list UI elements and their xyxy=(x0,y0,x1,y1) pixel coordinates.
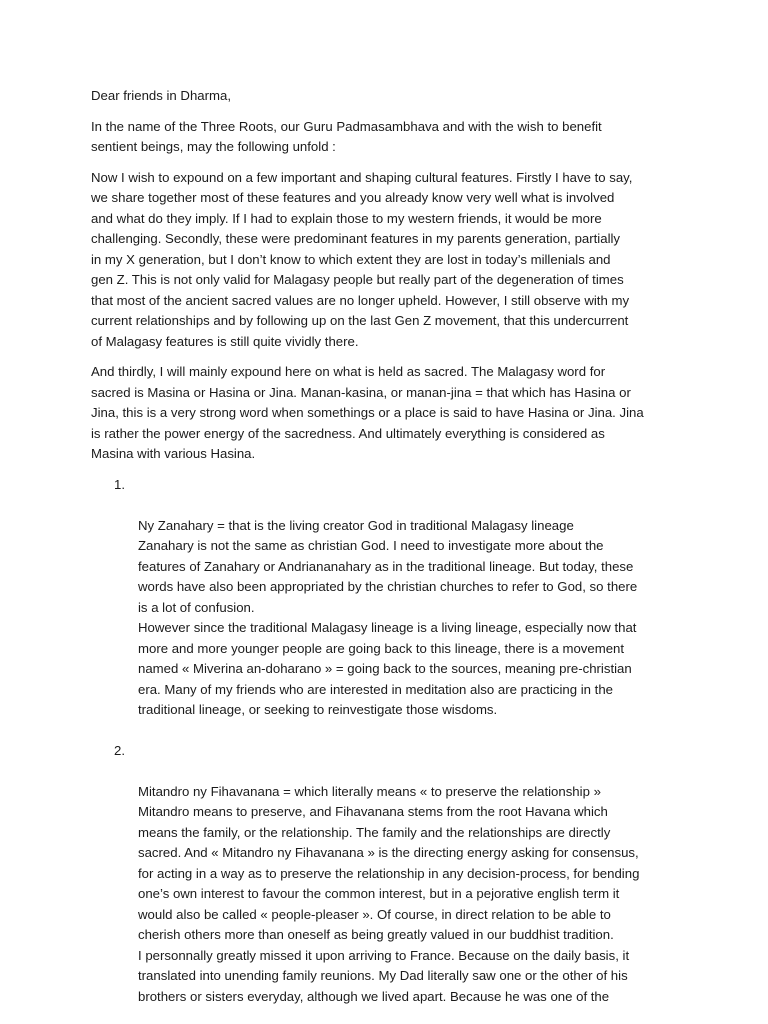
paragraph-features: Now I wish to expound on a few important and shaping cultural features. Firstly I have to say, we share together most of these features and you already know very well what is involved and what do they imply. If I had to explain those to my western friends, it would be more challenging. Secondly, these were predominant features in my parents generation, partially in my X generation, but I don’t know to which extent they are lost in today’s millenials and gen Z. This is not only valid for Malagasy people but really part of the degeneration of times that most of the ancient sacred values are no longer upheld. However, I still observe with my current relationships and by following up on the last Gen Z movement, that this undercurrent of Malagasy features is still quite vividly there. xyxy=(91,169,633,349)
list-item-text: Mitandro ny Fihavanana = which literally means « to preserve the relationship » Mitandro means to preserve, and Fihavanana stems from the root Havana which means the family, or the relationship. The family and the relationships are directly sacred. And « Mitandro ny Fihavanana » is the directing energy asking for consensus, for acting in a way as to preserve the relationship in any decision-process, for bending one’s own interest to favour the common interest, but in a pejorative english term it would also be called « people-pleaser ». Of course, in direct relation to be able to cherish others more than oneself as being greatly valued in our buddhist tradition. I personnally greatly missed it upon arriving to France. Because on the daily basis, it translated into unending family reunions. My Dad literally saw one or the other of his brothers or sisters everyday, although we lived apart. Because he was one of the xyxy=(138,783,640,1004)
paragraph-intro: In the name of the Three Roots, our Guru Padmasambhava and with the wish to benefit sentient beings, may the following unfold : xyxy=(91,118,602,154)
document-body xyxy=(91,86,691,1007)
salutation: Dear friends in Dharma, xyxy=(91,88,231,103)
list-item xyxy=(91,475,691,721)
list-item-text: Ny Zanahary = that is the living creator God in traditional Malagasy lineage Zanahary is not the same as christian God. I need to investigate more about the features of Zanahary or Andriananahary as in the traditional lineage. But today, these words have also been appropriated by the christian churches to refer to God, so there is a lot of confusion. However since the traditional Malagasy lineage is a living lineage, especially now that more and more younger people are going back to this lineage, there is a movement named « Miverina an-doharano » = going back to the sources, meaning pre-christian era. Many of my friends who are interested in meditation also are practicing in the traditional lineage, or seeking to reinvestigate those wisdoms. xyxy=(138,517,638,717)
list-item-number: 2. xyxy=(114,742,125,758)
sacred-items-list xyxy=(91,475,691,1008)
list-item-number: 1. xyxy=(114,476,125,492)
paragraph-sacred: And thirdly, I will mainly expound here on what is held as sacred. The Malagasy word for sacred is Masina or Hasina or Jina. Manan-kasina, or manan-jina = that which has Hasina or Jina, this is a very strong word when somethings or a place is said to have Hasina or Jina. Jina is rather the power energy of the sacredness. And ultimately everything is considered as Masina with various Hasina. xyxy=(91,364,644,461)
list-item xyxy=(91,741,691,1008)
